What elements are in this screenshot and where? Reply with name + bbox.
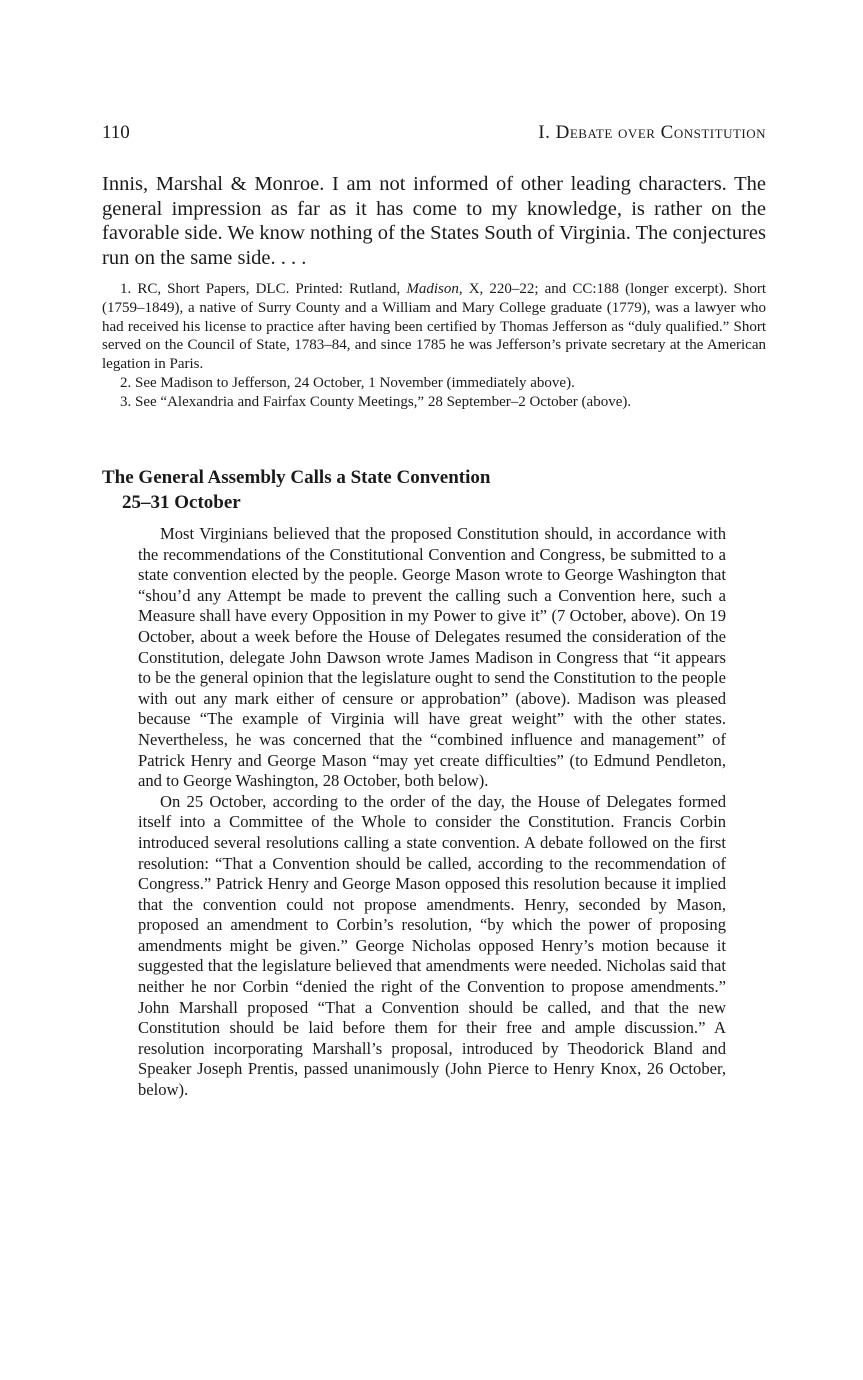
section-heading [102, 465, 766, 515]
section-heading-title: The General Assembly Calls a State Convention [102, 467, 491, 488]
running-head [102, 122, 766, 148]
footnote-3: 3. See “Alexandria and Fairfax County Meetings,” 28 September–2 October (above). [120, 393, 632, 410]
footnote-1-text-start: 1. RC, Short Papers, DLC. Printed: Rutland, [120, 281, 407, 297]
footnote-1-text-end: , X, 220–22; and CC:188 (longer excerpt). Short (1759–1849), a native of Surry County and a William and Mary College graduate (1779), was a lawyer who had received his license to practice after having been certified by Thomas Jefferson as “duly qualified.” Short served on the Council of State, 1783–84, and since 1785 he was Jefferson’s private secretary at the American legation in Paris. [102, 281, 766, 373]
page-number: 110 [102, 122, 130, 143]
body-paragraph-2: On 25 October, according to the order of the day, the House of Delegates formed itself into a Committee of the Whole to consider the Constitution. Francis Corbin introduced several resolutions calling a state convention. A debate followed on the first resolution: “That a Convention should be called, according to the recommendation of Congress.” Patrick Henry and George Mason opposed this resolution because it implied that the convention could not propose amendments. Henry, seconded by Mason, proposed an amendment to Corbin’s resolution, “by which the power of proposing amendments might be given.” George Nicholas opposed Henry’s motion because it suggested that the legislature believed that amendments were needed. Nicholas said that neither he nor Corbin “denied the right of the Convention to propose amendments.” John Marshall proposed “That a Convention should be called, and that the new Constitution should be laid before them for their free and ample discussion.” A resolution incorporating Marshall’s proposal, introduced by Theodorick Bland and Speaker Joseph Prentis, passed unanimously (John Pierce to Henry Knox, 26 October, below). [138, 791, 726, 1100]
quoted-letter-text: Innis, Marshal & Monroe. I am not informed of other leading characters. The general impression as far as it has come to my knowledge, is rather on the favorable side. We know nothing of the States South of Virginia. The conjectures run on the same side. . . . [102, 173, 766, 269]
body-paragraph-1: Most Virginians believed that the proposed Constitution should, in accordance with the recommendations of the Constitutional Convention and Congress, be submitted to a state convention elected by the people. George Mason wrote to George Washington that “shou’d any Attempt be made to prevent the calling such a Convention here, such a Measure shall have every Opposition in my Power to give it” (7 October, above). On 19 October, about a week before the House of Delegates resumed the consideration of the Constitution, delegate John Dawson wrote James Madison in Congress that “it appears to be the general opinion that the legislature ought to send the Constitution to the people with out any mark either of censure or approbation” (above). Madison was pleased because “The example of Virginia will have great weight” with the other states. Nevertheless, he was concerned that the “combined influence and management” of Patrick Henry and George Mason “may yet create difficulties” (to Edmund Pendleton, and to George Washington, 28 October, both below). [138, 524, 726, 791]
section-title: I. Debate over Constitution [538, 122, 766, 143]
section-heading-dates: 25–31 October [122, 492, 241, 513]
footnotes [102, 280, 766, 412]
footnote-2: 2. See Madison to Jefferson, 24 October, 1 November (immediately above). [120, 374, 575, 391]
footnote-1 [102, 280, 766, 374]
body-text [138, 524, 726, 1101]
footnote-1-italic-title: Madison [406, 281, 459, 297]
